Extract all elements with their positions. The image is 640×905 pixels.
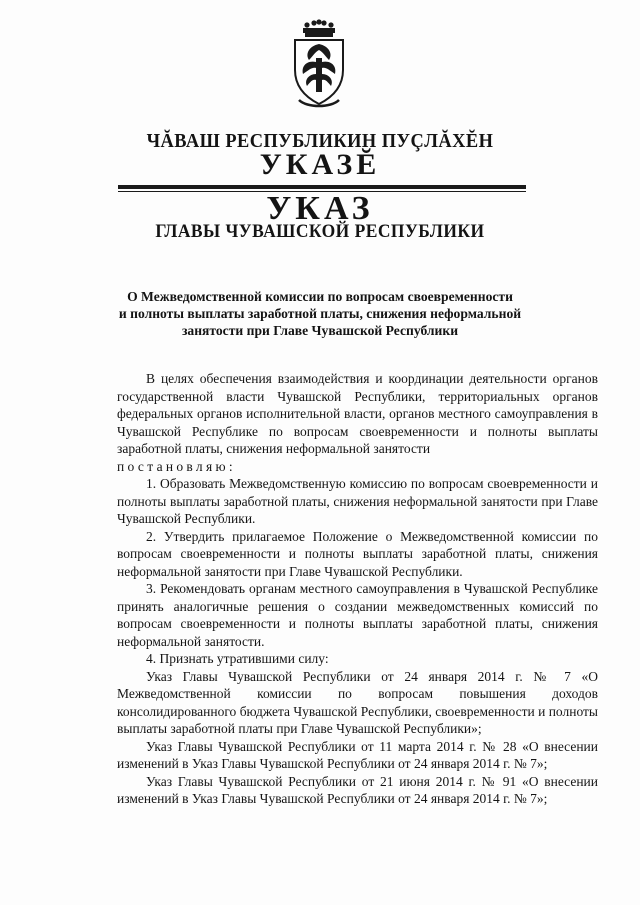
header-russian-decree: УКАЗ	[266, 190, 374, 227]
repealed-decree-3: Указ Главы Чувашской Республики от 21 июня 2014 г. № 91 «О внесении изменений в Указ Главы Чувашской Республики от 24 января 2014 г. № 7»;	[117, 773, 598, 806]
repealed-decree-2: Указ Главы Чувашской Республики от 11 марта 2014 г. № 28 «О внесении изменений в Указ Главы Чувашской Республики от 24 января 2014 г. № 7»;	[117, 738, 598, 771]
item-2: 2. Утвердить прилагаемое Положение о Межведомственной комиссии по вопросам своевременности и полноты выплаты заработной платы, снижения неформальной занятости при Главе Чувашской Республики.	[117, 528, 598, 579]
intro-paragraph: В целях обеспечения взаимодействия и координации деятельности органов государственной власти Чувашской Республики, территориальных органов федеральных органов исполнительной власти, органов местного самоуправления в Чувашской Республике по вопросам своевременности и полноты выплаты заработной платы, снижения неформальной занятости	[117, 371, 598, 456]
header-chuvash-republic: ЧĂВАШ РЕСПУБЛИКИН ПУÇЛĂХĔН	[146, 130, 494, 152]
decree-title	[110, 288, 530, 339]
item-4: 4. Признать утратившими силу:	[146, 651, 329, 666]
header-head-of-republic: ГЛАВЫ ЧУВАШСКОЙ РЕСПУБЛИКИ	[155, 221, 485, 242]
decree-body	[117, 370, 598, 808]
coat-of-arms-icon	[285, 18, 353, 114]
decree-title-line: занятости при Главе Чувашской Республики	[181, 323, 459, 338]
repealed-decree-1: Указ Главы Чувашской Республики от 24 января 2014 г. № 7 «О Межведомственной комиссии по вопросам повышения доходов консолидированного бюджета Чувашской Республики, своевременности и полноты выплаты заработной платы при Главе Чувашской Республики»;	[117, 668, 598, 736]
item-1: 1. Образовать Межведомственную комиссию по вопросам своевременности и полноты выплаты заработной платы, снижения неформальной занятости при Главе Чувашской Республики.	[117, 476, 598, 526]
decree-word: постановляю:	[117, 458, 236, 474]
header-chuvash-decree: УКАЗĔ	[259, 148, 381, 181]
decree-title-line: О Межведомственной комиссии по вопросам своевременности	[127, 289, 513, 304]
item-3: 3. Рекомендовать органам местного самоуправления в Чувашской Республике принять аналогичные решения о создании межведомственных комиссий по вопросам своевременности и полноты выплаты заработной платы, снижения неформальной занятости.	[117, 581, 598, 649]
decree-title-line: и полноты выплаты заработной платы, снижения неформальной	[118, 306, 522, 321]
header-divider-thick	[118, 185, 526, 189]
